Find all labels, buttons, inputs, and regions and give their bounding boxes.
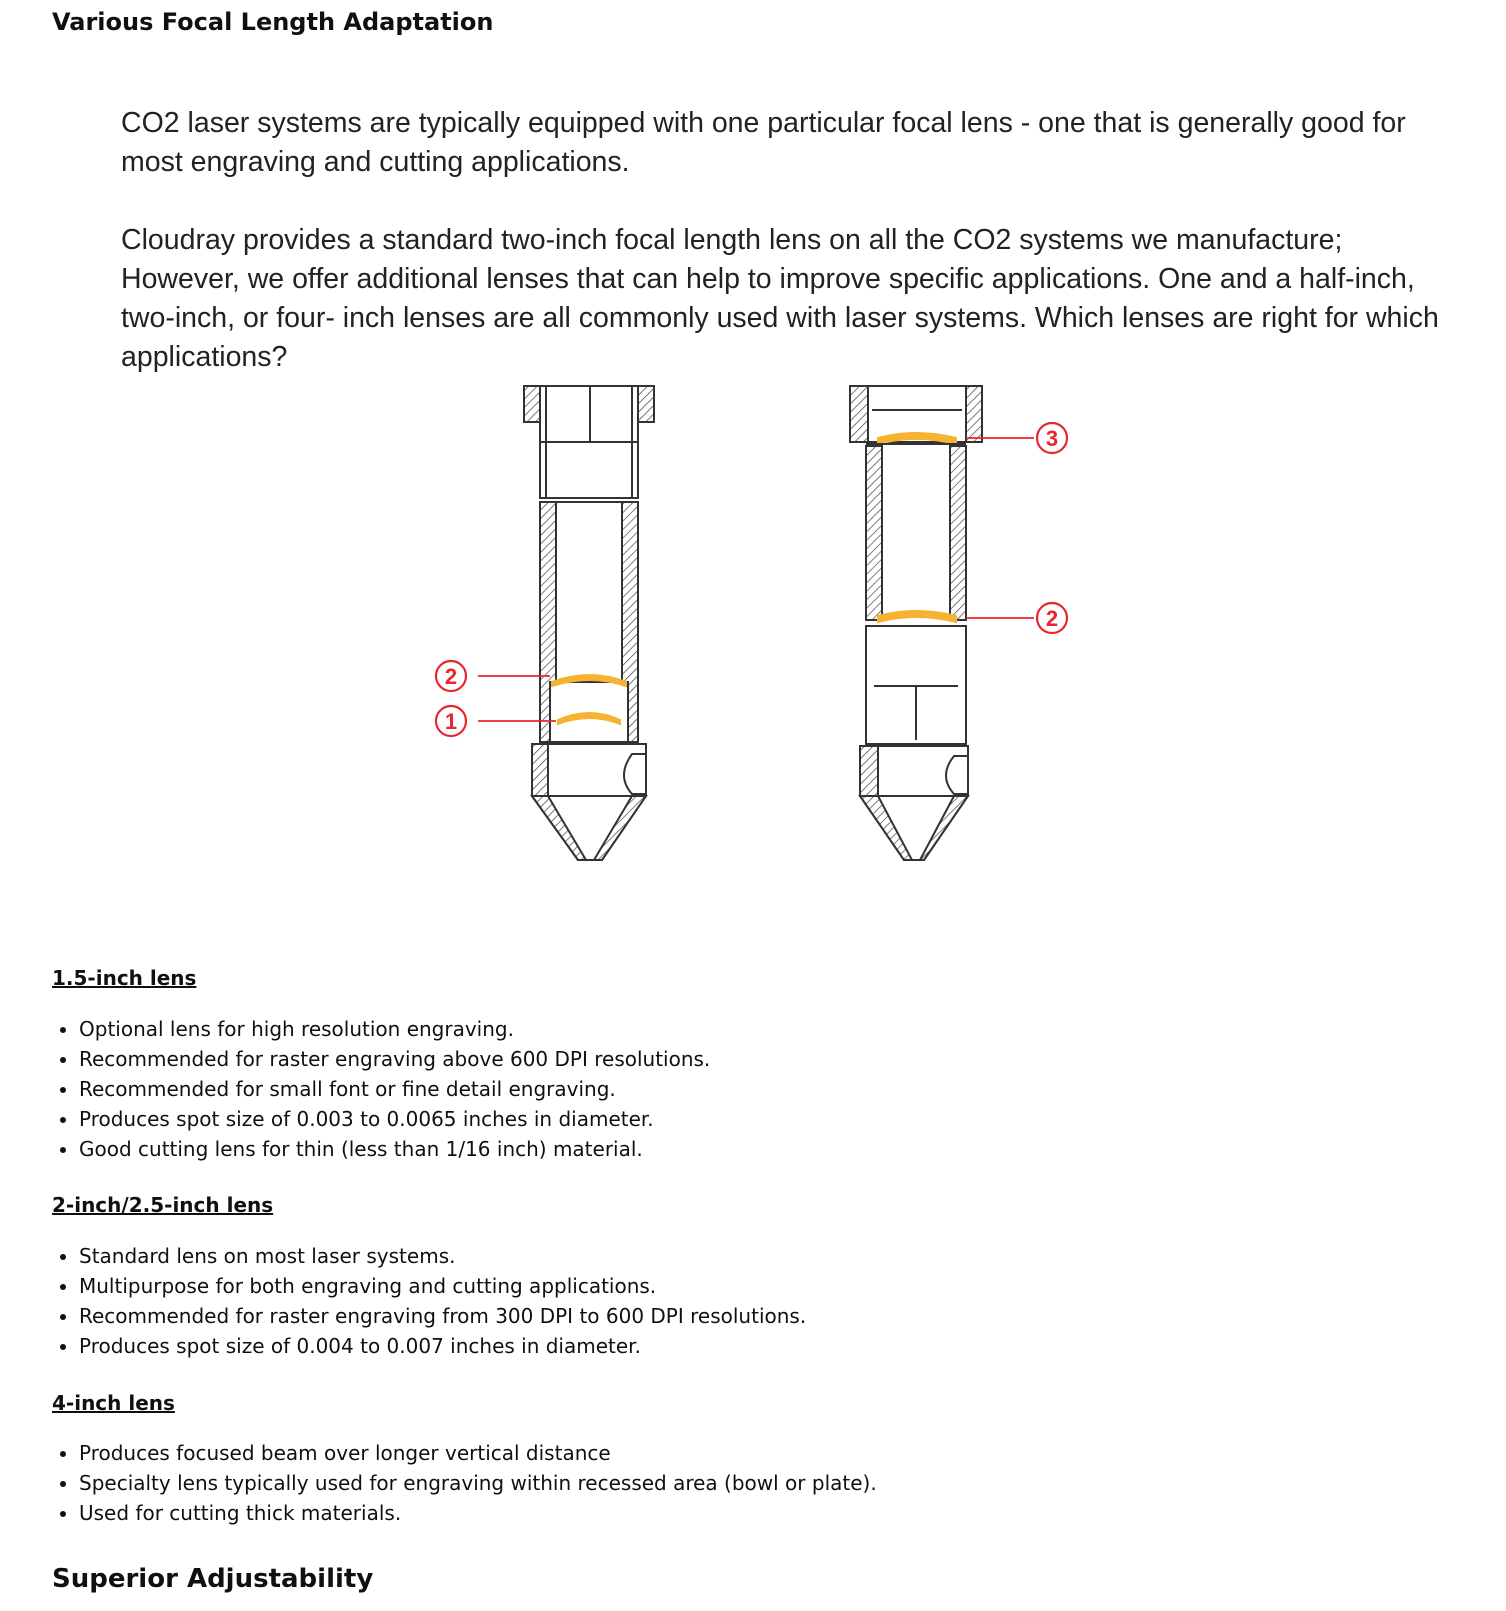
- section-title-2-inch: 2-inch/2.5-inch lens: [52, 1193, 274, 1217]
- left-callout-label-1: 1: [444, 709, 458, 734]
- list-item: • Used for cutting thick materials.: [79, 1498, 877, 1528]
- right-callout-label-2: 2: [1045, 606, 1059, 631]
- list-item: • Good cutting lens for thin (less than 1/16 inch) material.: [79, 1134, 710, 1164]
- list-item: • Multipurpose for both engraving and cutting applications.: [79, 1271, 806, 1301]
- list-item: • Optional lens for high resolution engraving.: [79, 1014, 710, 1044]
- list-item: • Specialty lens typically used for engraving within recessed area (bowl or plate).: [79, 1468, 877, 1498]
- section-heading: Various Focal Length Adaptation: [52, 8, 494, 36]
- intro-text-block: [121, 104, 1451, 416]
- lens-tube-diagram: [420, 384, 1120, 894]
- left-callouts: [436, 661, 556, 736]
- section-list-2-inch: [52, 1241, 806, 1361]
- list-item: • Recommended for raster engraving above 600 DPI resolutions.: [79, 1044, 710, 1074]
- list-item: • Produces focused beam over longer vertical distance: [79, 1438, 877, 1468]
- right-callouts: [966, 423, 1067, 633]
- section-title-4-inch: 4-inch lens: [52, 1391, 175, 1415]
- intro-paragraph-2: Cloudray provides a standard two-inch focal length lens on all the CO2 systems we manufacture; However, we offer additional lenses that can help to improve specific applications. One and a half-inch, two-inch, or four- inch lenses are all commonly used with laser systems. Which lenses are right for which applications?: [121, 224, 1439, 373]
- right-lens-tube: [850, 386, 982, 860]
- left-callout-label-2: 2: [444, 664, 458, 689]
- section-title-1-5-inch: 1.5-inch lens: [52, 966, 197, 990]
- list-item: • Recommended for small font or fine detail engraving.: [79, 1074, 710, 1104]
- right-callout-label-3: 3: [1045, 426, 1059, 451]
- intro-paragraph-1: CO2 laser systems are typically equipped with one particular focal lens - one that is generally good for most engraving and cutting applications.: [121, 107, 1406, 178]
- list-item: • Standard lens on most laser systems.: [79, 1241, 806, 1271]
- section-list-4-inch: [52, 1438, 877, 1528]
- next-section-heading: Superior Adjustability: [52, 1564, 374, 1594]
- list-item: • Produces spot size of 0.003 to 0.0065 inches in diameter.: [79, 1104, 710, 1134]
- section-list-1-5-inch: [52, 1014, 710, 1164]
- list-item: • Produces spot size of 0.004 to 0.007 inches in diameter.: [79, 1331, 806, 1361]
- left-lens-tube: [524, 386, 654, 860]
- list-item: • Recommended for raster engraving from 300 DPI to 600 DPI resolutions.: [79, 1301, 806, 1331]
- right-lens-2: [878, 611, 956, 622]
